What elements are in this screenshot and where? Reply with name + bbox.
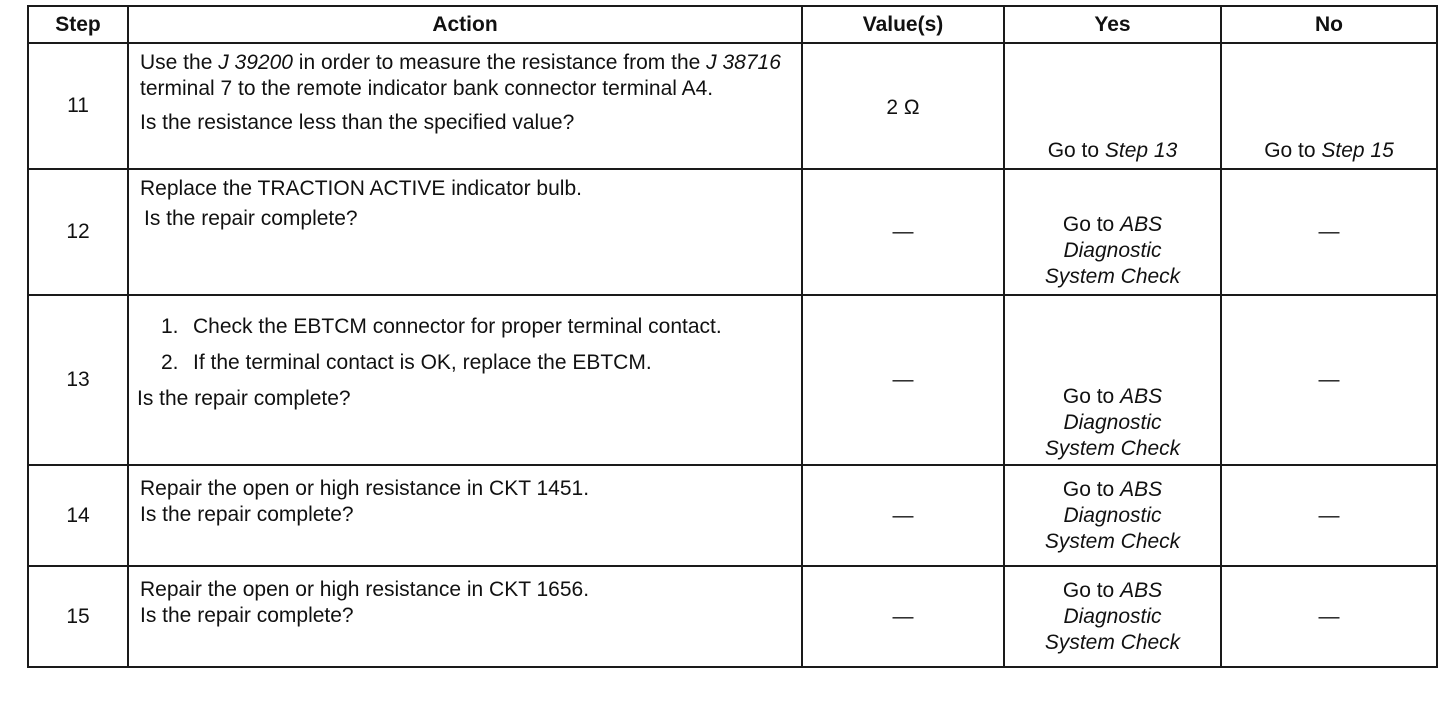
table-row-step-14 xyxy=(28,465,1437,566)
yes-target-link: Diagnostic xyxy=(1063,411,1162,434)
action-instruction: Repair the open or high resistance in CKT 1656. xyxy=(140,578,590,601)
no-cell: — xyxy=(1221,295,1437,465)
action-text: in order to measure the resistance from the xyxy=(292,51,707,74)
yes-prefix: Go to xyxy=(1062,385,1121,408)
list-item-text: Check the EBTCM connector for proper terminal contact. xyxy=(193,315,722,338)
no-prefix: Go to xyxy=(1264,139,1322,162)
table-row-step-15 xyxy=(28,566,1437,667)
yes-cell xyxy=(1004,465,1221,566)
header-action: Action xyxy=(128,6,802,43)
list-item-text: If the terminal contact is OK, replace the EBTCM. xyxy=(193,351,652,374)
tool-reference: J 38716 xyxy=(706,51,781,74)
action-question: Is the resistance less than the specified value? xyxy=(140,111,575,134)
table-row-step-13 xyxy=(28,295,1437,465)
yes-target-link: System Check xyxy=(1044,437,1181,460)
action-question: Is the repair complete? xyxy=(144,207,358,230)
action-cell xyxy=(128,169,802,295)
header-no: No xyxy=(1221,6,1437,43)
value-cell: — xyxy=(802,169,1004,295)
list-item xyxy=(161,350,791,376)
yes-target-link: ABS xyxy=(1120,213,1163,236)
header-yes: Yes xyxy=(1004,6,1221,43)
value-cell: 2 Ω xyxy=(802,43,1004,169)
no-cell: — xyxy=(1221,465,1437,566)
action-instruction: Repair the open or high resistance in CKT 1451. xyxy=(140,477,590,500)
action-instruction xyxy=(140,50,791,102)
value-cell: — xyxy=(802,465,1004,566)
value-cell: — xyxy=(802,566,1004,667)
action-cell xyxy=(128,465,802,566)
yes-target-link: ABS xyxy=(1120,578,1163,602)
action-question: Is the repair complete? xyxy=(140,604,354,627)
yes-prefix: Go to xyxy=(1062,213,1121,236)
yes-prefix: Go to xyxy=(1062,477,1121,501)
yes-cell xyxy=(1004,169,1221,295)
header-row xyxy=(28,6,1437,43)
yes-target-link: System Check xyxy=(1044,265,1181,288)
yes-target-link: Step 13 xyxy=(1104,139,1178,162)
diagnostic-table xyxy=(27,5,1438,668)
no-target-link: Step 15 xyxy=(1321,139,1394,162)
yes-target-link: Diagnostic xyxy=(1063,239,1162,262)
yes-target-link: System Check xyxy=(1044,630,1181,654)
step-number: 13 xyxy=(28,295,128,465)
action-cell xyxy=(128,566,802,667)
list-item xyxy=(161,314,791,340)
yes-cell xyxy=(1004,295,1221,465)
action-cell xyxy=(128,295,802,465)
no-cell xyxy=(1221,43,1437,169)
yes-target-link: Diagnostic xyxy=(1063,503,1162,527)
action-question: Is the repair complete? xyxy=(140,503,354,526)
action-text: terminal 7 to the remote indicator bank connector terminal A4. xyxy=(140,77,714,100)
table-row-step-12 xyxy=(28,169,1437,295)
action-question: Is the repair complete? xyxy=(137,387,351,410)
tool-reference: J 39200 xyxy=(218,51,293,74)
yes-cell xyxy=(1004,43,1221,169)
step-number: 15 xyxy=(28,566,128,667)
header-values: Value(s) xyxy=(802,6,1004,43)
yes-target-link: ABS xyxy=(1120,477,1163,501)
list-item-number: 1. xyxy=(161,315,179,338)
yes-cell xyxy=(1004,566,1221,667)
step-number: 11 xyxy=(28,43,128,169)
no-cell: — xyxy=(1221,566,1437,667)
step-number: 14 xyxy=(28,465,128,566)
no-cell: — xyxy=(1221,169,1437,295)
step-number: 12 xyxy=(28,169,128,295)
action-cell xyxy=(128,43,802,169)
yes-target-link: ABS xyxy=(1120,385,1163,408)
value-cell: — xyxy=(802,295,1004,465)
action-instruction: Replace the TRACTION ACTIVE indicator bulb. xyxy=(140,177,582,200)
header-step: Step xyxy=(28,6,128,43)
yes-target-link: Diagnostic xyxy=(1063,604,1162,628)
table-header xyxy=(28,6,1437,43)
action-text: Use the xyxy=(140,51,219,74)
yes-target-link: System Check xyxy=(1044,529,1181,553)
list-item-number: 2. xyxy=(161,351,179,374)
action-steps-list xyxy=(137,314,791,376)
yes-prefix: Go to xyxy=(1047,139,1105,162)
table-row-step-11 xyxy=(28,43,1437,169)
yes-prefix: Go to xyxy=(1062,578,1121,602)
